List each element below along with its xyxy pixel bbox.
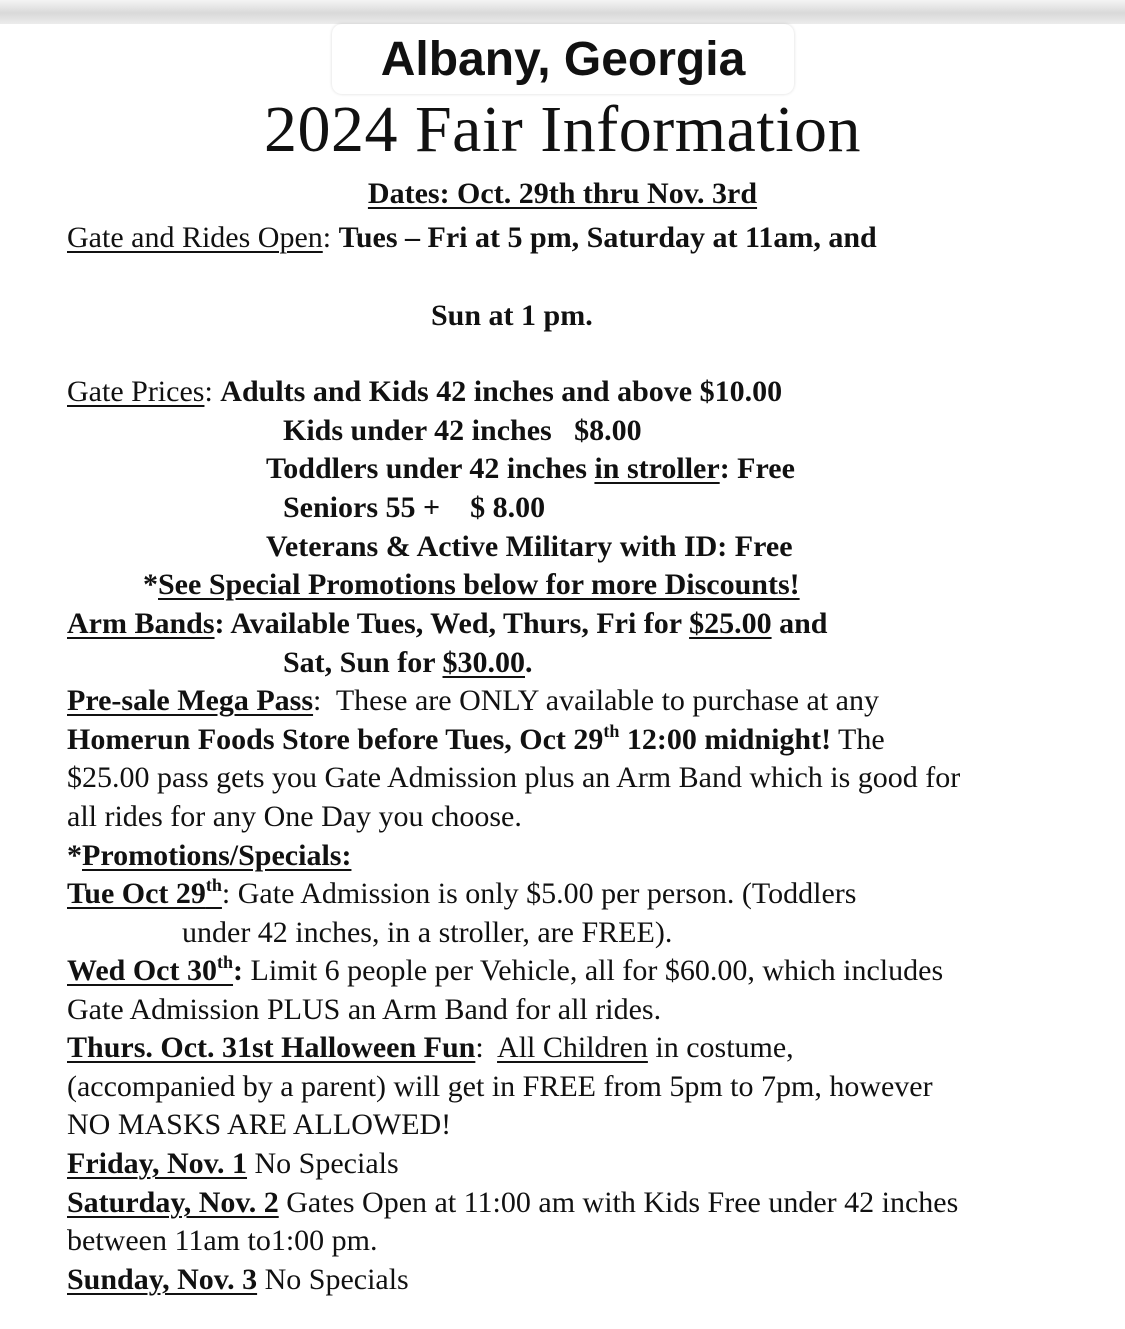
toddlers-free: : Free	[719, 452, 795, 485]
sun-label: Sunday, Nov. 3	[67, 1263, 258, 1296]
mega-pass-line-2	[67, 722, 885, 758]
tue-label-text: Tue Oct 29	[67, 877, 206, 910]
arm-bands-line-2	[283, 645, 533, 681]
toddlers-text: Toddlers under 42 inches	[266, 452, 595, 485]
price-veterans: Veterans & Active Military with ID: Free	[266, 530, 793, 563]
wed-label-sup: th	[217, 952, 234, 972]
tue-label	[67, 877, 222, 910]
wed-label	[67, 954, 233, 987]
hours-text-1: Tues – Fri at 5 pm, Saturday at 11am, and	[338, 221, 877, 254]
thu-line-3: NO MASKS ARE ALLOWED!	[67, 1108, 452, 1141]
sun-line	[67, 1262, 409, 1298]
page-title: 2024 Fair Information	[263, 93, 862, 166]
fair-dates: Dates: Oct. 29th thru Nov. 3rd	[367, 177, 758, 210]
mega-pass-line-1	[67, 683, 879, 719]
promo-note: See Special Promotions below for more Discounts!	[158, 568, 800, 601]
tue-label-sup: th	[205, 875, 222, 895]
arm-bands-line-1	[67, 606, 827, 642]
mega-pass-sup: th	[603, 721, 620, 741]
mega-pass-line-3: $25.00 pass gets you Gate Admission plus an Arm Band which is good for	[67, 761, 961, 794]
mega-pass-text-1: These are ONLY available to purchase at any	[335, 684, 879, 717]
arm-bands-text-b: and	[771, 607, 828, 640]
wed-line-1	[67, 953, 943, 989]
top-shadow-bar	[0, 0, 1125, 24]
price-seniors: Seniors 55 + $ 8.00	[283, 491, 546, 524]
fri-label: Friday, Nov. 1	[67, 1147, 248, 1180]
mega-pass-label: Pre-sale Mega Pass	[67, 684, 314, 717]
promotions-star: *	[67, 839, 82, 872]
sun-text: No Specials	[257, 1263, 409, 1296]
arm-bands-text-d: .	[525, 646, 533, 679]
mega-pass-line-4: all rides for any One Day you choose.	[67, 800, 522, 833]
mega-pass-text-2: The	[831, 723, 885, 756]
thu-label: Thurs. Oct. 31st Halloween Fun	[67, 1031, 476, 1064]
wed-label-text: Wed Oct 30	[67, 954, 217, 987]
wed-text-1: Limit 6 people per Vehicle, all for $60.00, which includes	[250, 954, 944, 987]
hours-line-1	[67, 220, 877, 256]
gate-prices-line	[67, 374, 782, 410]
mega-pass-bold-a: Homerun Foods Store before Tues, Oct 29	[67, 723, 604, 756]
tue-line-1	[67, 876, 856, 912]
city-title: Albany, Georgia	[380, 33, 746, 86]
gate-prices-sep: :	[204, 375, 221, 408]
thu-sep: :	[475, 1031, 498, 1064]
sat-text-1: Gates Open at 11:00 am with Kids Free under 42 inches	[278, 1186, 959, 1219]
promotions-heading: Promotions/Specials:	[82, 839, 352, 872]
arm-bands-label: Arm Bands	[67, 607, 215, 640]
gate-prices-label: Gate Prices	[67, 375, 205, 408]
thu-line-1	[67, 1030, 794, 1066]
hours-line-2: Sun at 1 pm.	[431, 299, 593, 332]
wed-line-2: Gate Admission PLUS an Arm Band for all rides.	[67, 993, 662, 1026]
toddlers-stroller: in stroller	[594, 452, 720, 485]
thu-all-children: All Children	[497, 1031, 648, 1064]
promotions-heading-line	[67, 838, 351, 874]
hours-label: Gate and Rides Open	[67, 221, 323, 254]
sat-label: Saturday, Nov. 2	[67, 1186, 279, 1219]
fri-line	[67, 1146, 399, 1182]
price-toddlers	[266, 451, 795, 487]
arm-bands-text-a: : Available Tues, Wed, Thurs, Fri for	[214, 607, 690, 640]
thu-line-2: (accompanied by a parent) will get in FREE from 5pm to 7pm, however	[67, 1070, 933, 1103]
price-adults: Adults and Kids 42 inches and above $10.00	[220, 375, 783, 408]
wed-sep: :	[233, 954, 251, 987]
tue-sep: :	[221, 877, 238, 910]
price-kids: Kids under 42 inches $8.00	[283, 414, 642, 447]
mega-pass-bold-b: 12:00 midnight!	[619, 723, 832, 756]
hours-sep: :	[322, 221, 339, 254]
arm-bands-text-c: Sat, Sun for	[283, 646, 443, 679]
arm-bands-price-2: $30.00	[442, 646, 525, 679]
tue-line-2: under 42 inches, in a stroller, are FREE).	[182, 916, 673, 949]
promo-note-line	[143, 567, 800, 603]
promo-note-star: *	[143, 568, 158, 601]
tue-text-1: Gate Admission is only $5.00 per person. (Toddlers	[237, 877, 857, 910]
thu-text-1: in costume,	[647, 1031, 794, 1064]
sat-line-2: between 11am to1:00 pm.	[67, 1224, 378, 1257]
fri-text: No Specials	[247, 1147, 399, 1180]
sat-line-1	[67, 1185, 958, 1221]
mega-pass-sep: :	[313, 684, 336, 717]
arm-bands-price-1: $25.00	[689, 607, 772, 640]
